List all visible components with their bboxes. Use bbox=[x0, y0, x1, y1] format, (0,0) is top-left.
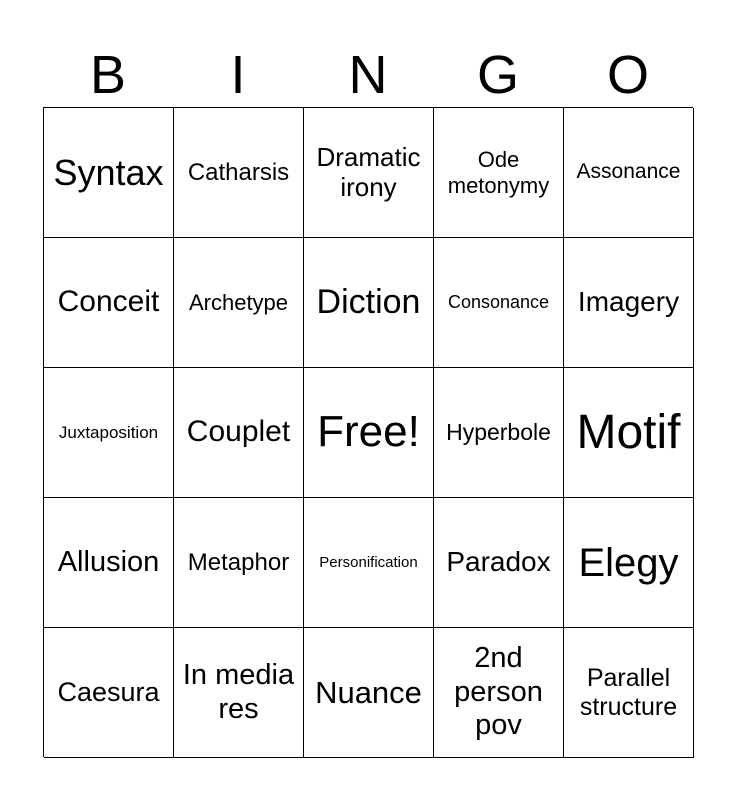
bingo-cell-text: Elegy bbox=[578, 540, 679, 585]
bingo-cell-r5c1[interactable] bbox=[44, 628, 174, 758]
bingo-cell-r5c4[interactable] bbox=[434, 628, 564, 758]
bingo-cell-text: Diction bbox=[316, 282, 421, 321]
bingo-cell-r2c4[interactable] bbox=[434, 238, 564, 368]
bingo-cell-text: Catharsis bbox=[187, 158, 290, 186]
bingo-cell-text: Motif bbox=[576, 405, 681, 459]
bingo-cell-r1c1[interactable] bbox=[44, 108, 174, 238]
bingo-board bbox=[43, 107, 693, 757]
bingo-cell-r3c4[interactable] bbox=[434, 368, 564, 498]
bingo-cell-r2c2[interactable] bbox=[174, 238, 304, 368]
header-letter-o: O bbox=[606, 45, 649, 105]
bingo-cell-r3c2[interactable] bbox=[174, 368, 304, 498]
bingo-cell-text: Metaphor bbox=[187, 548, 290, 576]
bingo-cell-text: Imagery bbox=[577, 286, 680, 318]
bingo-cell-r5c2[interactable] bbox=[174, 628, 304, 758]
bingo-cell-r5c3[interactable] bbox=[304, 628, 434, 758]
bingo-cell-r1c5[interactable] bbox=[564, 108, 694, 238]
header-letter-g: G bbox=[476, 45, 519, 105]
bingo-cell-text: Dramatic irony bbox=[316, 141, 421, 202]
bingo-cell-text: Caesura bbox=[57, 676, 160, 707]
header-letter-i: I bbox=[230, 45, 246, 105]
bingo-cell-r3c3[interactable] bbox=[304, 368, 434, 498]
bingo-cell-text: Free! bbox=[317, 407, 420, 457]
bingo-cell-r4c1[interactable] bbox=[44, 498, 174, 628]
bingo-cell-text: Personification bbox=[319, 553, 418, 571]
bingo-cell-r2c3[interactable] bbox=[304, 238, 434, 368]
bingo-cell-r3c5[interactable] bbox=[564, 368, 694, 498]
bingo-cell-r4c2[interactable] bbox=[174, 498, 304, 628]
header-letter-n: N bbox=[348, 45, 388, 105]
bingo-cell-r4c3[interactable] bbox=[304, 498, 434, 628]
bingo-cell-text: Consonance bbox=[447, 292, 550, 313]
bingo-cell-text: Juxtaposition bbox=[58, 422, 159, 442]
bingo-cell-text: Nuance bbox=[315, 674, 422, 710]
bingo-cell-r1c4[interactable] bbox=[434, 108, 564, 238]
bingo-cell-r2c1[interactable] bbox=[44, 238, 174, 368]
bingo-header bbox=[43, 44, 693, 106]
bingo-cell-r5c5[interactable] bbox=[564, 628, 694, 758]
bingo-cell-text: Archetype bbox=[188, 289, 289, 315]
bingo-cell-r1c2[interactable] bbox=[174, 108, 304, 238]
bingo-cell-text: 2nd person pov bbox=[454, 642, 543, 742]
bingo-cell-text: In media res bbox=[182, 659, 295, 725]
header-letter-b: B bbox=[89, 45, 127, 105]
bingo-cell-text: Parallel structure bbox=[579, 663, 678, 721]
bingo-cell-text: Couplet bbox=[186, 415, 291, 449]
bingo-cell-r2c5[interactable] bbox=[564, 238, 694, 368]
bingo-cell-text: Assonance bbox=[576, 160, 681, 184]
bingo-cell-r1c3[interactable] bbox=[304, 108, 434, 238]
bingo-cell-text: Allusion bbox=[57, 545, 160, 578]
bingo-cell-r4c4[interactable] bbox=[434, 498, 564, 628]
bingo-cell-text: Conceit bbox=[57, 285, 160, 319]
bingo-cell-text: Syntax bbox=[53, 151, 164, 193]
bingo-cell-text: Hyperbole bbox=[446, 419, 551, 446]
bingo-cell-text: Ode metonymy bbox=[447, 147, 550, 198]
bingo-cell-r3c1[interactable] bbox=[44, 368, 174, 498]
bingo-cell-r4c5[interactable] bbox=[564, 498, 694, 628]
bingo-cell-text: Paradox bbox=[446, 546, 551, 578]
